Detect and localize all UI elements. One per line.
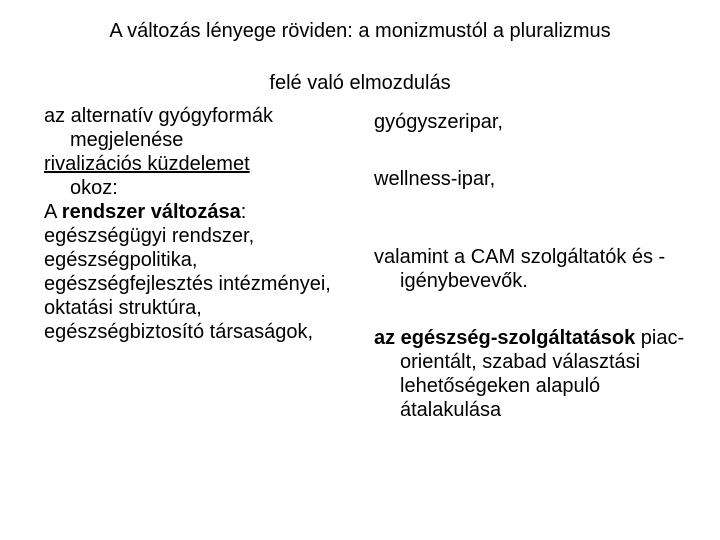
right-column [374,110,694,422]
right-item-pharma: gyógyszeripar, [374,111,503,133]
system-change-prefix: A [44,201,62,223]
left-column [44,104,334,344]
right-item-cam: valamint a CAM szolgáltatók és -igénybevevők. [374,246,666,292]
title-line-2: felé való elmozdulás [269,72,451,94]
left-item-health-policy: egészségpolitika, [44,249,198,271]
system-change-suffix: : [240,201,247,223]
left-item-education: oktatási struktúra, [44,297,202,319]
left-item-health-promotion: egészségfejlesztés intézményei, [44,273,331,295]
title-line-1: A változás lényege röviden: a monizmustól a pluralizmus [109,20,611,42]
system-change-bold: rendszer változása [61,201,241,223]
health-services-bold: az egészség-szolgáltatások [374,327,636,349]
left-item-health-system: egészségügyi rendszer, [44,225,255,247]
right-item-health-services [374,326,694,422]
left-item-causes: okoz: [70,177,118,199]
left-item-system-change [44,200,334,224]
health-services-rest: piac-orientált, szabad választási lehetőségeken alapuló átalakulása [400,327,685,421]
left-item-insurers: egészségbiztosító társaságok, [44,321,314,343]
left-item-rivalry [44,152,334,176]
right-item-wellness: wellness-ipar, [374,168,496,190]
slide-title [0,18,720,96]
rivalry-underlined-text: rivalizációs küzdelemet [44,153,250,175]
left-item-alternative: az alternatív gyógyformák megjelenése [44,105,273,151]
